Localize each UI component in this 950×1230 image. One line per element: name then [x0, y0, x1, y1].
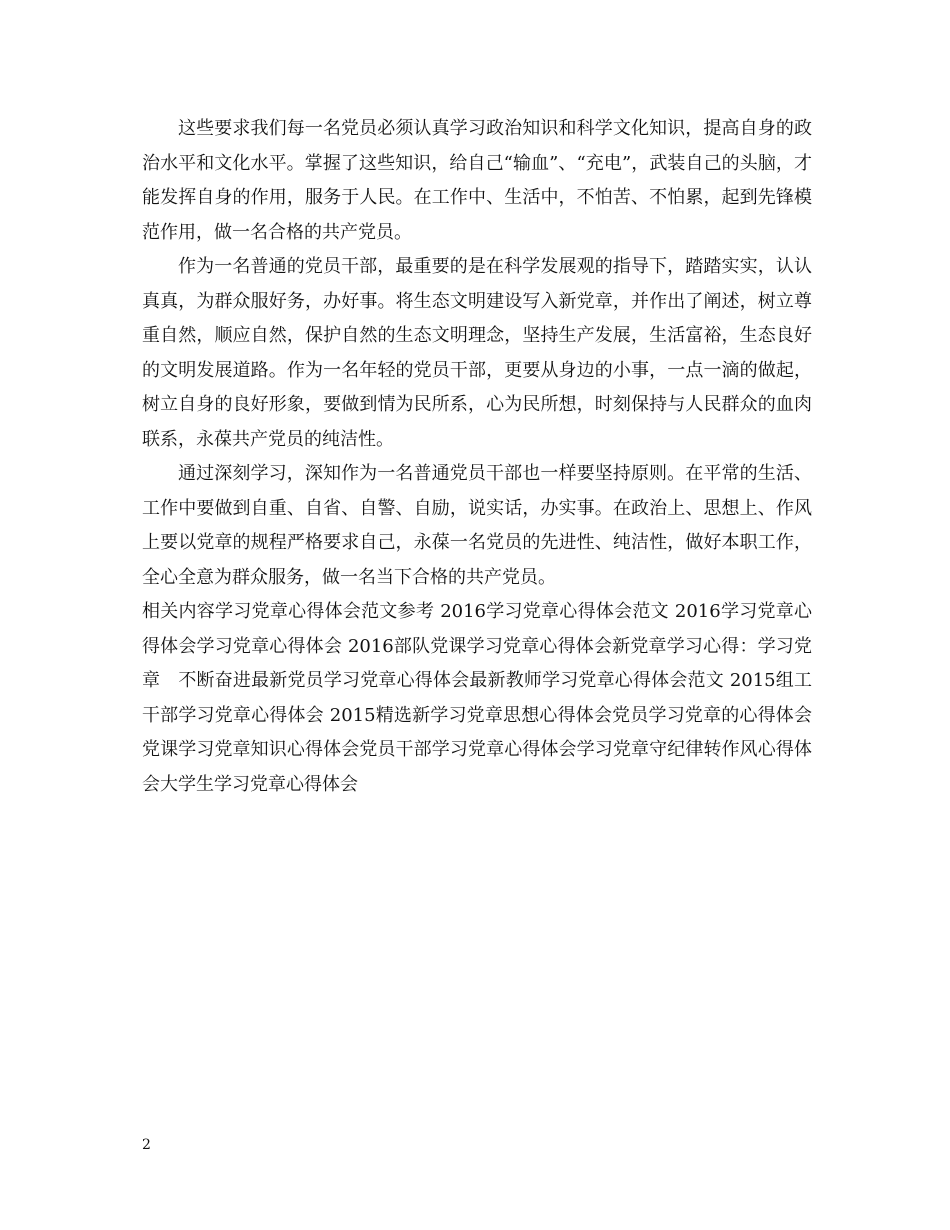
page-number: 2 — [142, 1137, 151, 1153]
related-content: 相关内容学习党章心得体会范文参考 2016学习党章心得体会范文 2016学习党章心得体会学习党章心得体会 2016部队党课学习党章心得体会新党章学习心得：学习党章 不断奋进最新党员学习党章心得体会最新教师学习党章心得体会范文 2015组工干部学习党章心得体会 2015精选新学习党章思想心得体会党员学习党章的心得体会党课学习党章知识心得体会党员干部学习党章心得体会学习党章守纪律转作风心得体会大学生学习党章心得体会 — [142, 601, 812, 795]
document-body — [142, 112, 812, 802]
paragraph-3: 通过深刻学习，深知作为一名普通党员干部也一样要坚持原则。在平常的生活、工作中要做到自重、自省、自警、自励，说实话，办实事。在政治上、思想上、作风上要以党章的规程严格要求自己，永葆一名党员的先进性、纯洁性，做好本职工作，全心全意为群众服务，做一名当下合格的共产党员。 — [142, 463, 812, 588]
paragraph-1: 这些要求我们每一名党员必须认真学习政治知识和科学文化知识，提高自身的政治水平和文化水平。掌握了这些知识，给自己“输血”、“充电”，武装自己的头脑，才能发挥自身的作用，服务于人民。在工作中、生活中，不怕苦、不怕累，起到先锋模范作用，做一名合格的共产党员。 — [142, 118, 812, 243]
paragraph-2: 作为一名普通的党员干部，最重要的是在科学发展观的指导下，踏踏实实，认认真真，为群众服好务，办好事。将生态文明建设写入新党章，并作出了阐述，树立尊重自然，顺应自然，保护自然的生态文明理念，坚持生产发展，生活富裕，生态良好的文明发展道路。作为一名年轻的党员干部，更要从身边的小事，一点一滴的做起，树立自身的良好形象，要做到情为民所系，心为民所想，时刻保持与人民群众的血肉联系，永葆共产党员的纯洁性。 — [142, 256, 812, 450]
